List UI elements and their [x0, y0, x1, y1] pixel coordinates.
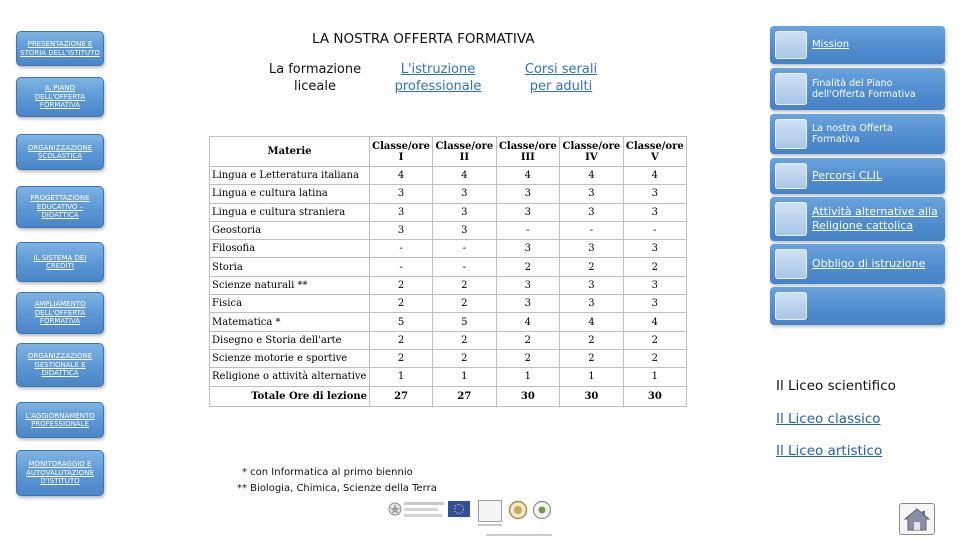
hours-cell: 4 [560, 167, 624, 185]
ministry-text-mark [404, 502, 444, 505]
hours-cell: 2 [623, 331, 686, 349]
table-row [210, 185, 687, 203]
hours-cell: 3 [496, 185, 560, 203]
table-row [210, 221, 687, 239]
table-row [210, 167, 687, 185]
nav-aggiornamento[interactable]: L'AGGIORNAMENTO PROFESSIONALE [16, 402, 104, 438]
menu-obbligo-istruzione[interactable] [770, 244, 945, 284]
subject-cell: Religione o attività alternative [210, 368, 370, 386]
table-header-row [210, 137, 687, 167]
subject-cell: Disegno e Storia dell'arte [210, 331, 370, 349]
hours-cell: - [370, 258, 433, 276]
menu-label: Finalità del Piano dell'Offerta Formativa [812, 78, 916, 100]
hours-cell: 5 [370, 313, 433, 331]
total-cell: 27 [370, 386, 433, 406]
menu-label: Percorsi CLIL [812, 169, 883, 182]
school-logo-icon [478, 500, 502, 522]
total-cell: 27 [433, 386, 496, 406]
tab-formazione-liceale[interactable]: La formazione liceale [268, 62, 362, 94]
thumbnail-icon [775, 202, 807, 236]
hours-cell: 3 [496, 240, 560, 258]
menu-label [812, 287, 942, 325]
liceo-scientifico: Il Liceo scientifico [776, 378, 896, 394]
hours-cell: 2 [496, 349, 560, 367]
ministry-text-mark [404, 514, 442, 517]
hours-cell: 3 [433, 221, 496, 239]
total-cell: 30 [496, 386, 560, 406]
header-year: Classe/ore II [433, 137, 496, 167]
hours-cell: - [370, 240, 433, 258]
hours-cell: 3 [433, 203, 496, 221]
hours-cell: 1 [433, 368, 496, 386]
home-icon [900, 504, 934, 534]
hours-cell: 1 [623, 368, 686, 386]
footer-text-mark [486, 534, 552, 536]
hours-cell: 3 [560, 276, 624, 294]
thumbnail-icon [775, 249, 807, 279]
menu-label: La nostra Offerta Formativa [812, 123, 893, 145]
hours-cell: - [496, 221, 560, 239]
thumbnail-icon [775, 292, 807, 320]
hours-cell: 2 [433, 349, 496, 367]
hours-cell: - [623, 221, 686, 239]
header-year: Classe/ore IV [560, 137, 624, 167]
footnote-informatica: * con Informatica al primo biennio [242, 467, 413, 478]
hours-cell: 4 [560, 313, 624, 331]
subject-cell: Matematica * [210, 313, 370, 331]
hours-cell: 3 [623, 185, 686, 203]
nav-progettazione[interactable]: PROGETTAZIONE EDUCATIVO – DIDATTICA [16, 186, 104, 228]
thumbnail-icon [775, 119, 807, 149]
nav-piano-offerta-formativa[interactable]: IL PIANO DELL'OFFERTA FORMATIVA [16, 77, 104, 117]
hours-cell: 2 [370, 331, 433, 349]
hours-cell: 3 [623, 276, 686, 294]
subject-cell: Lingua e cultura straniera [210, 203, 370, 221]
table-total-row [210, 386, 687, 406]
hours-cell: 3 [496, 295, 560, 313]
tab-istruzione-professionale[interactable]: L'istruzione professionale [394, 62, 482, 94]
table-row [210, 258, 687, 276]
hours-cell: 2 [560, 349, 624, 367]
nav-organizzazione-scolastica[interactable]: ORGANIZZAZIONE SCOLASTICA [16, 134, 104, 170]
subject-cell: Filosofia [210, 240, 370, 258]
menu-label: Obbligo di istruzione [812, 257, 926, 270]
subject-cell: Storia [210, 258, 370, 276]
table-row [210, 295, 687, 313]
hours-cell: 3 [496, 203, 560, 221]
hours-cell: 1 [370, 368, 433, 386]
table-row [210, 276, 687, 294]
nav-presentazione[interactable]: PRESENTAZIONE E STORIA DELL'ISTITUTO [16, 31, 104, 66]
menu-attivita-alternative[interactable] [770, 197, 945, 241]
thumbnail-icon [775, 163, 807, 189]
menu-nostra-offerta[interactable] [770, 114, 945, 154]
menu-mission[interactable] [770, 26, 945, 64]
hours-cell: 2 [370, 295, 433, 313]
header-year: Classe/ore III [496, 137, 560, 167]
hours-cell: 4 [496, 313, 560, 331]
hours-cell: 2 [623, 349, 686, 367]
hours-cell: 1 [496, 368, 560, 386]
round-logo-icon [532, 500, 552, 520]
hours-cell: 3 [560, 203, 624, 221]
liceo-artistico-link[interactable]: Il Liceo artistico [776, 443, 883, 459]
hours-cell: 4 [623, 167, 686, 185]
menu-label: Attività alternative alla Religione cattolica [812, 205, 938, 232]
total-cell: 30 [623, 386, 686, 406]
liceo-classico-link[interactable]: Il Liceo classico [776, 411, 881, 427]
home-button[interactable] [899, 503, 935, 535]
hours-cell: 3 [623, 240, 686, 258]
subject-cell: Scienze naturali ** [210, 276, 370, 294]
hours-cell: 3 [496, 276, 560, 294]
subject-cell: Geostoria [210, 221, 370, 239]
tab-corsi-serali[interactable]: Corsi serali per adulti [524, 62, 598, 94]
total-label: Totale Ore di lezione [210, 386, 370, 406]
nav-ampliamento[interactable]: AMPLIAMENTO DELL'OFFERTA FORMATIVA [16, 292, 104, 334]
nav-sistema-crediti[interactable]: IL SISTEMA DEI CREDITI [16, 242, 104, 282]
menu-percorsi-clil[interactable] [770, 158, 945, 194]
nav-monitoraggio[interactable]: MONITORAGGIO E AUTOVALUTAZIONE D'ISTITUTO [16, 450, 104, 496]
subject-cell: Scienze motorie e sportive [210, 349, 370, 367]
thumbnail-icon [775, 73, 807, 105]
eu-flag-icon [448, 501, 470, 517]
hours-cell: 3 [623, 295, 686, 313]
school-text-mark [478, 524, 502, 526]
hours-cell: 3 [560, 185, 624, 203]
hours-cell: 1 [560, 368, 624, 386]
hours-cell: 3 [370, 221, 433, 239]
hours-cell: 3 [623, 203, 686, 221]
table-row [210, 203, 687, 221]
curriculum-table [209, 136, 687, 407]
hours-cell: 2 [496, 258, 560, 276]
subject-cell: Lingua e cultura latina [210, 185, 370, 203]
nav-organizzazione-gestionale[interactable]: ORGANIZZAZIONE GESTIONALE E DIDATTICA [16, 343, 104, 387]
footnote-scienze: ** Biologia, Chimica, Scienze della Terra [237, 483, 437, 494]
hours-cell: 2 [433, 276, 496, 294]
thumbnail-icon [775, 31, 807, 59]
hours-cell: 3 [560, 240, 624, 258]
menu-label: Mission [812, 39, 850, 50]
hours-cell: 3 [560, 295, 624, 313]
ministry-text-mark [404, 508, 438, 511]
hours-cell: 5 [433, 313, 496, 331]
hours-cell: 2 [560, 331, 624, 349]
hours-cell: - [433, 240, 496, 258]
table-row [210, 331, 687, 349]
hours-cell: 2 [433, 295, 496, 313]
hours-cell: 2 [370, 276, 433, 294]
italian-republic-emblem-icon [388, 501, 402, 517]
hours-cell: 2 [433, 331, 496, 349]
hours-cell: 4 [496, 167, 560, 185]
page-title: LA NOSTRA OFFERTA FORMATIVA [312, 31, 535, 47]
hours-cell: 3 [433, 185, 496, 203]
hours-cell: 3 [370, 203, 433, 221]
table-row [210, 368, 687, 386]
total-cell: 30 [560, 386, 624, 406]
subject-cell: Fisica [210, 295, 370, 313]
table-row [210, 349, 687, 367]
header-materie: Materie [210, 137, 370, 167]
hours-cell: 2 [496, 331, 560, 349]
hours-cell: 3 [370, 185, 433, 203]
hours-cell: - [433, 258, 496, 276]
subject-cell: Lingua e Letteratura italiana [210, 167, 370, 185]
hours-cell: 2 [560, 258, 624, 276]
seal-logo-icon [508, 500, 528, 520]
hours-cell: 2 [623, 258, 686, 276]
table-row [210, 240, 687, 258]
hours-cell: 2 [370, 349, 433, 367]
hours-cell: 4 [370, 167, 433, 185]
header-year: Classe/ore I [370, 137, 433, 167]
partner-logos [386, 498, 556, 540]
menu-finalita[interactable] [770, 68, 945, 110]
hours-cell: 4 [433, 167, 496, 185]
hours-cell: - [560, 221, 624, 239]
menu-empty-item[interactable] [770, 287, 945, 325]
hours-cell: 4 [623, 313, 686, 331]
header-year: Classe/ore V [623, 137, 686, 167]
table-row [210, 313, 687, 331]
